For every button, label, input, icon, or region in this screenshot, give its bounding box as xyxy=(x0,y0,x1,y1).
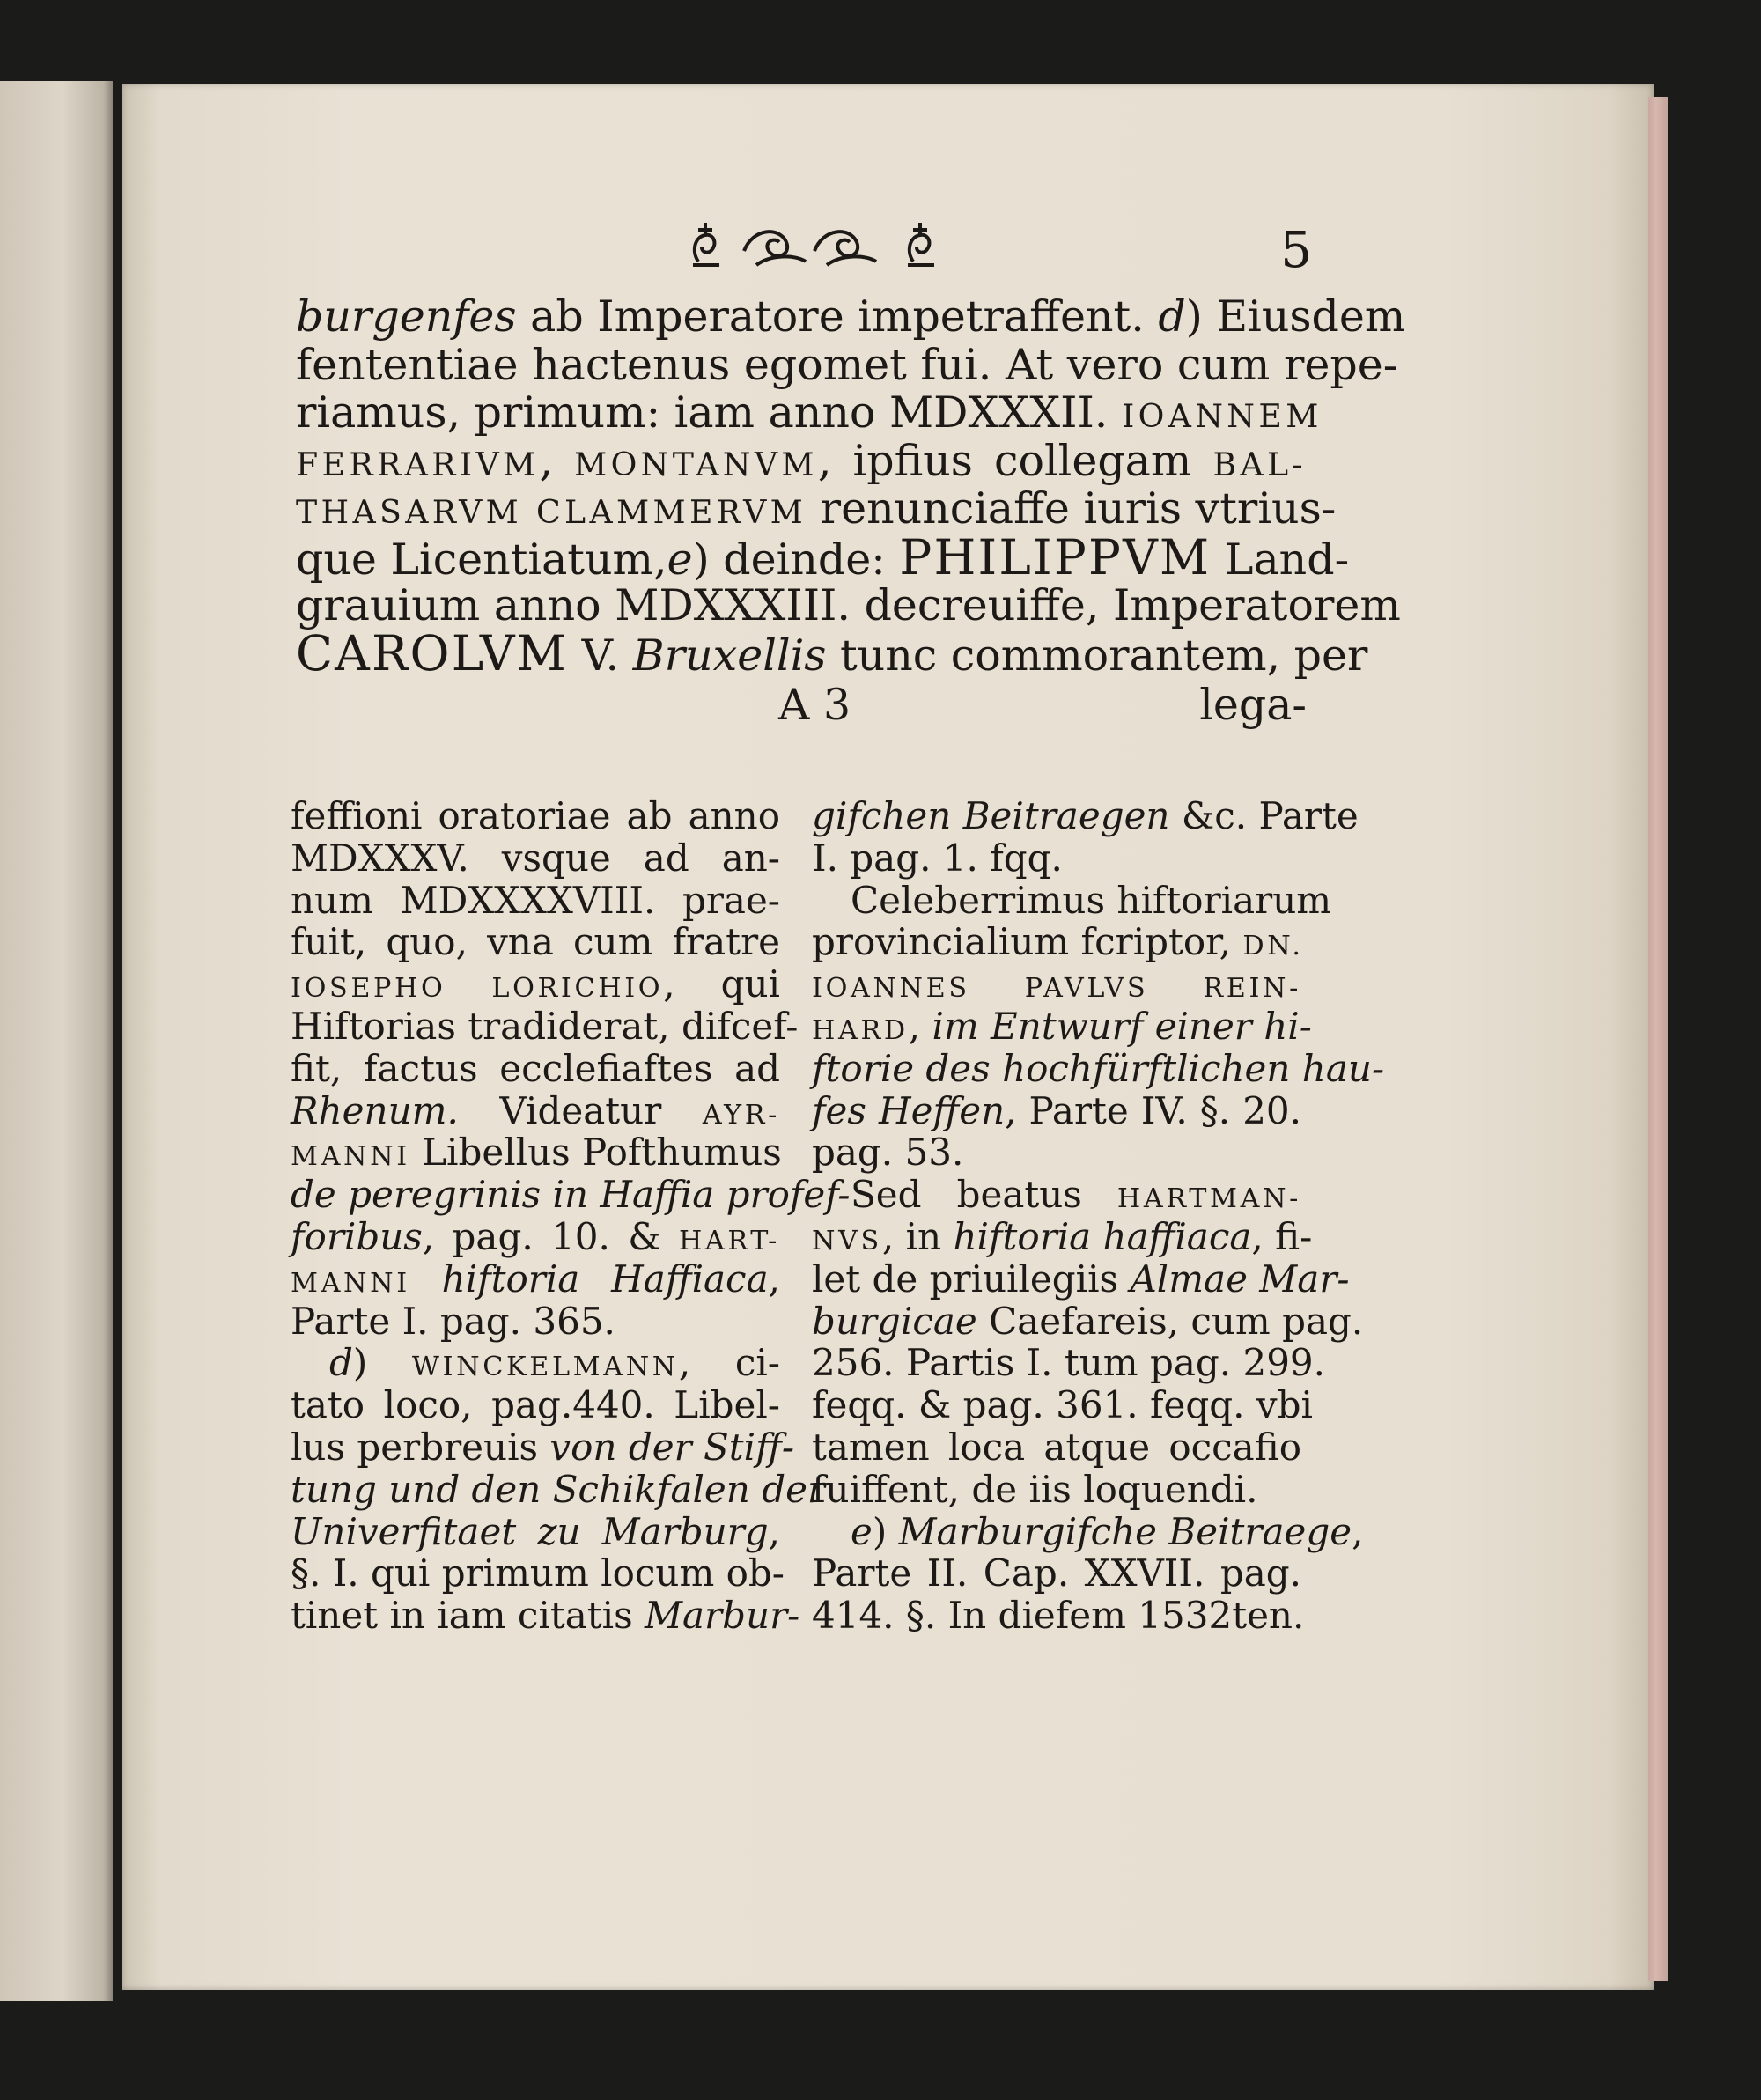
footnote-line: e) Marburgifche Beitraege, xyxy=(851,1509,1364,1553)
headpiece-ornament-icon xyxy=(682,216,947,277)
text-line: CAROLVM V. Bruxellis tunc commorantem, per xyxy=(296,625,1368,682)
main-text-block xyxy=(296,291,1406,682)
footnote-line: tung und den Schikfalen der xyxy=(291,1467,826,1511)
footnote-line: MDXXXV. vsque ad an- xyxy=(291,836,780,880)
footnote-line: provincialium fcriptor, DN. xyxy=(812,920,1304,964)
footnote-line: IOSEPHO LORICHIO, qui xyxy=(291,962,780,1006)
footnote-line: fit, factus ecclefiaftes ad xyxy=(291,1046,780,1090)
footnote-line: Sed beatus HARTMAN- xyxy=(851,1173,1301,1217)
footnote-line: tamen loca atque occafio xyxy=(812,1425,1301,1469)
footnote-line: Hiftorias tradiderat, difcef- xyxy=(291,1004,799,1048)
text-line: burgenfes ab Imperatore impetraffent. d) Eiusdem xyxy=(296,291,1406,342)
footnote-line: foribus, pag. 10. & HART- xyxy=(291,1214,780,1258)
footnote-line: tato loco, pag.440. Libel- xyxy=(291,1383,780,1427)
page-fore-edge xyxy=(1648,97,1668,1981)
facing-page-edge xyxy=(0,81,113,2001)
footnote-line: 256. Partis I. tum pag. 299. xyxy=(812,1341,1325,1385)
footnote-line: IOANNES PAVLVS REIN- xyxy=(812,973,1301,1005)
footnote-line: ftorie des hochfürftlichen hau- xyxy=(812,1046,1385,1090)
text-line: que Licentiatum,e) deinde: PHILIPPVM Land- xyxy=(296,528,1350,586)
footnote-column-right xyxy=(812,794,1385,1638)
text-line: riamus, primum: iam anno MDXXXII. IOANNEM xyxy=(296,387,1323,438)
footnote-line: HARD, im Entwurf einer hi- xyxy=(812,1004,1312,1048)
footnote-line: 414. §. In diefem 1532ten. xyxy=(812,1594,1305,1638)
footnote-line: MANNI Libellus Pofthumus xyxy=(291,1131,782,1175)
signature-mark: A 3 xyxy=(778,680,851,730)
footnote-line: §. I. qui primum locum ob- xyxy=(291,1551,785,1595)
footnote-line: let de priuilegiis Almae Mar- xyxy=(812,1256,1350,1301)
footnote-line: MANNI hiftoria Haffiaca, xyxy=(291,1256,780,1301)
text-line: grauium anno MDXXXIII. decreuiffe, Imperatorem xyxy=(296,579,1401,630)
footnote-line: fes Heffen, Parte IV. §. 20. xyxy=(812,1088,1301,1132)
footnote-line: I. pag. 1. fqq. xyxy=(812,836,1063,880)
footnote-line: feffioni oratoriae ab anno xyxy=(291,794,780,837)
footnote-line: Univerfitaet zu Marburg, xyxy=(291,1509,780,1553)
footnote-line: Celeberrimus hiftoriarum xyxy=(851,878,1332,922)
footnote-line: tinet in iam citatis Marbur- xyxy=(291,1594,800,1638)
footnote-line: burgicae Caefareis, cum pag. xyxy=(812,1299,1364,1343)
text-line: FERRARIVM, MONTANVM, ipfius collegam BAL- xyxy=(296,435,1307,486)
footnote-line: NVS, in hiftoria haffiaca, fi- xyxy=(812,1214,1313,1258)
footnote-line: Rhenum. Videatur AYR- xyxy=(291,1088,780,1132)
footnote-line: lus perbreuis von der Stiff- xyxy=(291,1425,795,1469)
footnote-line: pag. 53. xyxy=(812,1131,964,1175)
footnote-line: num MDXXXXVIII. prae- xyxy=(291,878,780,922)
footnote-column-left xyxy=(291,794,851,1638)
page-number: 5 xyxy=(1280,222,1312,279)
signature-line xyxy=(296,680,1307,733)
footnote-line: Parte II. Cap. XXVII. pag. xyxy=(812,1551,1301,1595)
footnote-line: fuit, quo, vna cum fratre xyxy=(291,920,780,964)
footnote-line: d) WINCKELMANN, ci- xyxy=(329,1341,780,1385)
footnote-line: fuiffent, de iis loquendi. xyxy=(812,1467,1258,1511)
text-line: fententiae hactenus egomet fui. At vero cum repe- xyxy=(296,339,1398,390)
footnote-line: gifchen Beitraegen &c. Parte xyxy=(812,794,1359,837)
text-line: THASARVM CLAMMERVM renunciaffe iuris vtrius- xyxy=(296,483,1337,534)
footnote-line: de peregrinis in Haffia profef- xyxy=(291,1173,851,1217)
catchword: lega- xyxy=(1199,680,1307,730)
footnote-line: feqq. & pag. 361. feqq. vbi xyxy=(812,1383,1313,1427)
footnote-line: Parte I. pag. 365. xyxy=(291,1299,615,1343)
